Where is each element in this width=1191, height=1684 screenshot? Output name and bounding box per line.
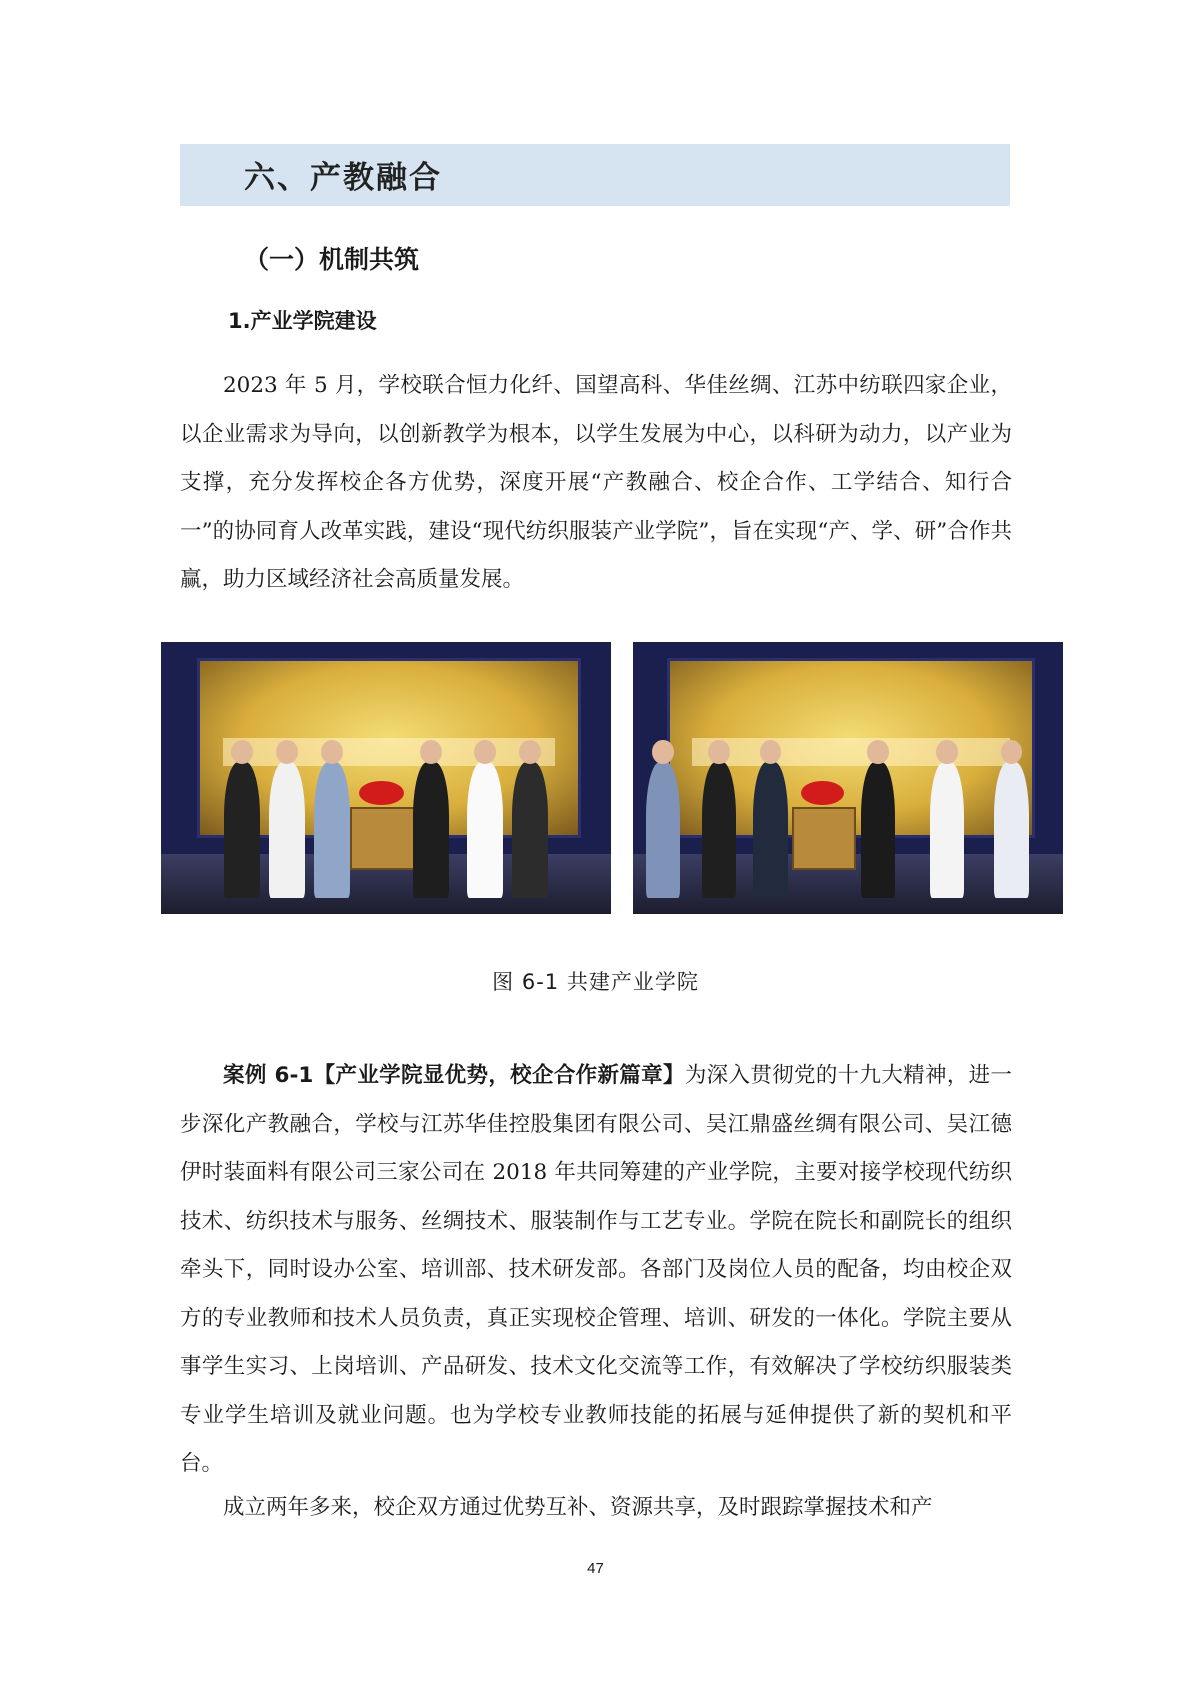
case-label: 案例 6-1【产业学院显优势，校企合作新篇章】 [223, 1063, 685, 1088]
case-text: 为深入贯彻党的十九大精神，进一步深化产教融合，学校与江苏华佳控股集团有限公司、吴江鼎盛丝绸有限公司、吴江德伊时装面料有限公司三家公司在 2018 年共同筹建的产业学院，主要对接学校现代纺织技术、纺织技术与服务、丝绸技术、服装制作与工艺专业。学院在院长和副院长的组织牵头下，同时设办公室、培训部、技术研发部。各部门及岗位人员的配备，均由校企双方的专业教师和技术人员负责，真正实现校企管理、培训、研发的一体化。学院主要从事学生实习、上岗培训、产品研发、技术文化交流等工作，有效解决了学校纺织服装类专业学生培训及就业问题。也为学校专业教师技能的拓展与延伸提供了新的契机和平台。 [180, 1063, 1012, 1476]
page-number: 47 [587, 1560, 604, 1577]
figure-photo-left [161, 642, 611, 914]
figure-caption: 图 6-1 共建产业学院 [492, 970, 699, 994]
body-paragraph-continued: 成立两年多来，校企双方通过优势互补、资源共享，及时跟踪掌握技术和产 [223, 1495, 933, 1520]
figure-photo-right [633, 642, 1063, 914]
subsection-title: 1.产业学院建设 [228, 309, 377, 333]
chapter-title: 六、产教融合 [244, 160, 442, 196]
section-title: （一）机制共筑 [244, 245, 420, 274]
case-paragraph [180, 1052, 1012, 1489]
body-paragraph: 2023 年 5 月，学校联合恒力化纤、国望高科、华佳丝绸、江苏中纺联四家企业，以企业需求为导向，以创新教学为根本，以学生发展为中心，以科研为动力，以产业为支撑，充分发挥校企各方优势，深度开展“产教融合、校企合作、工学结合、知行合一”的协同育人改革实践，建设“现代纺织服装产业学院”，旨在实现“产、学、研”合作共赢，助力区域经济社会高质量发展。 [180, 373, 1012, 592]
